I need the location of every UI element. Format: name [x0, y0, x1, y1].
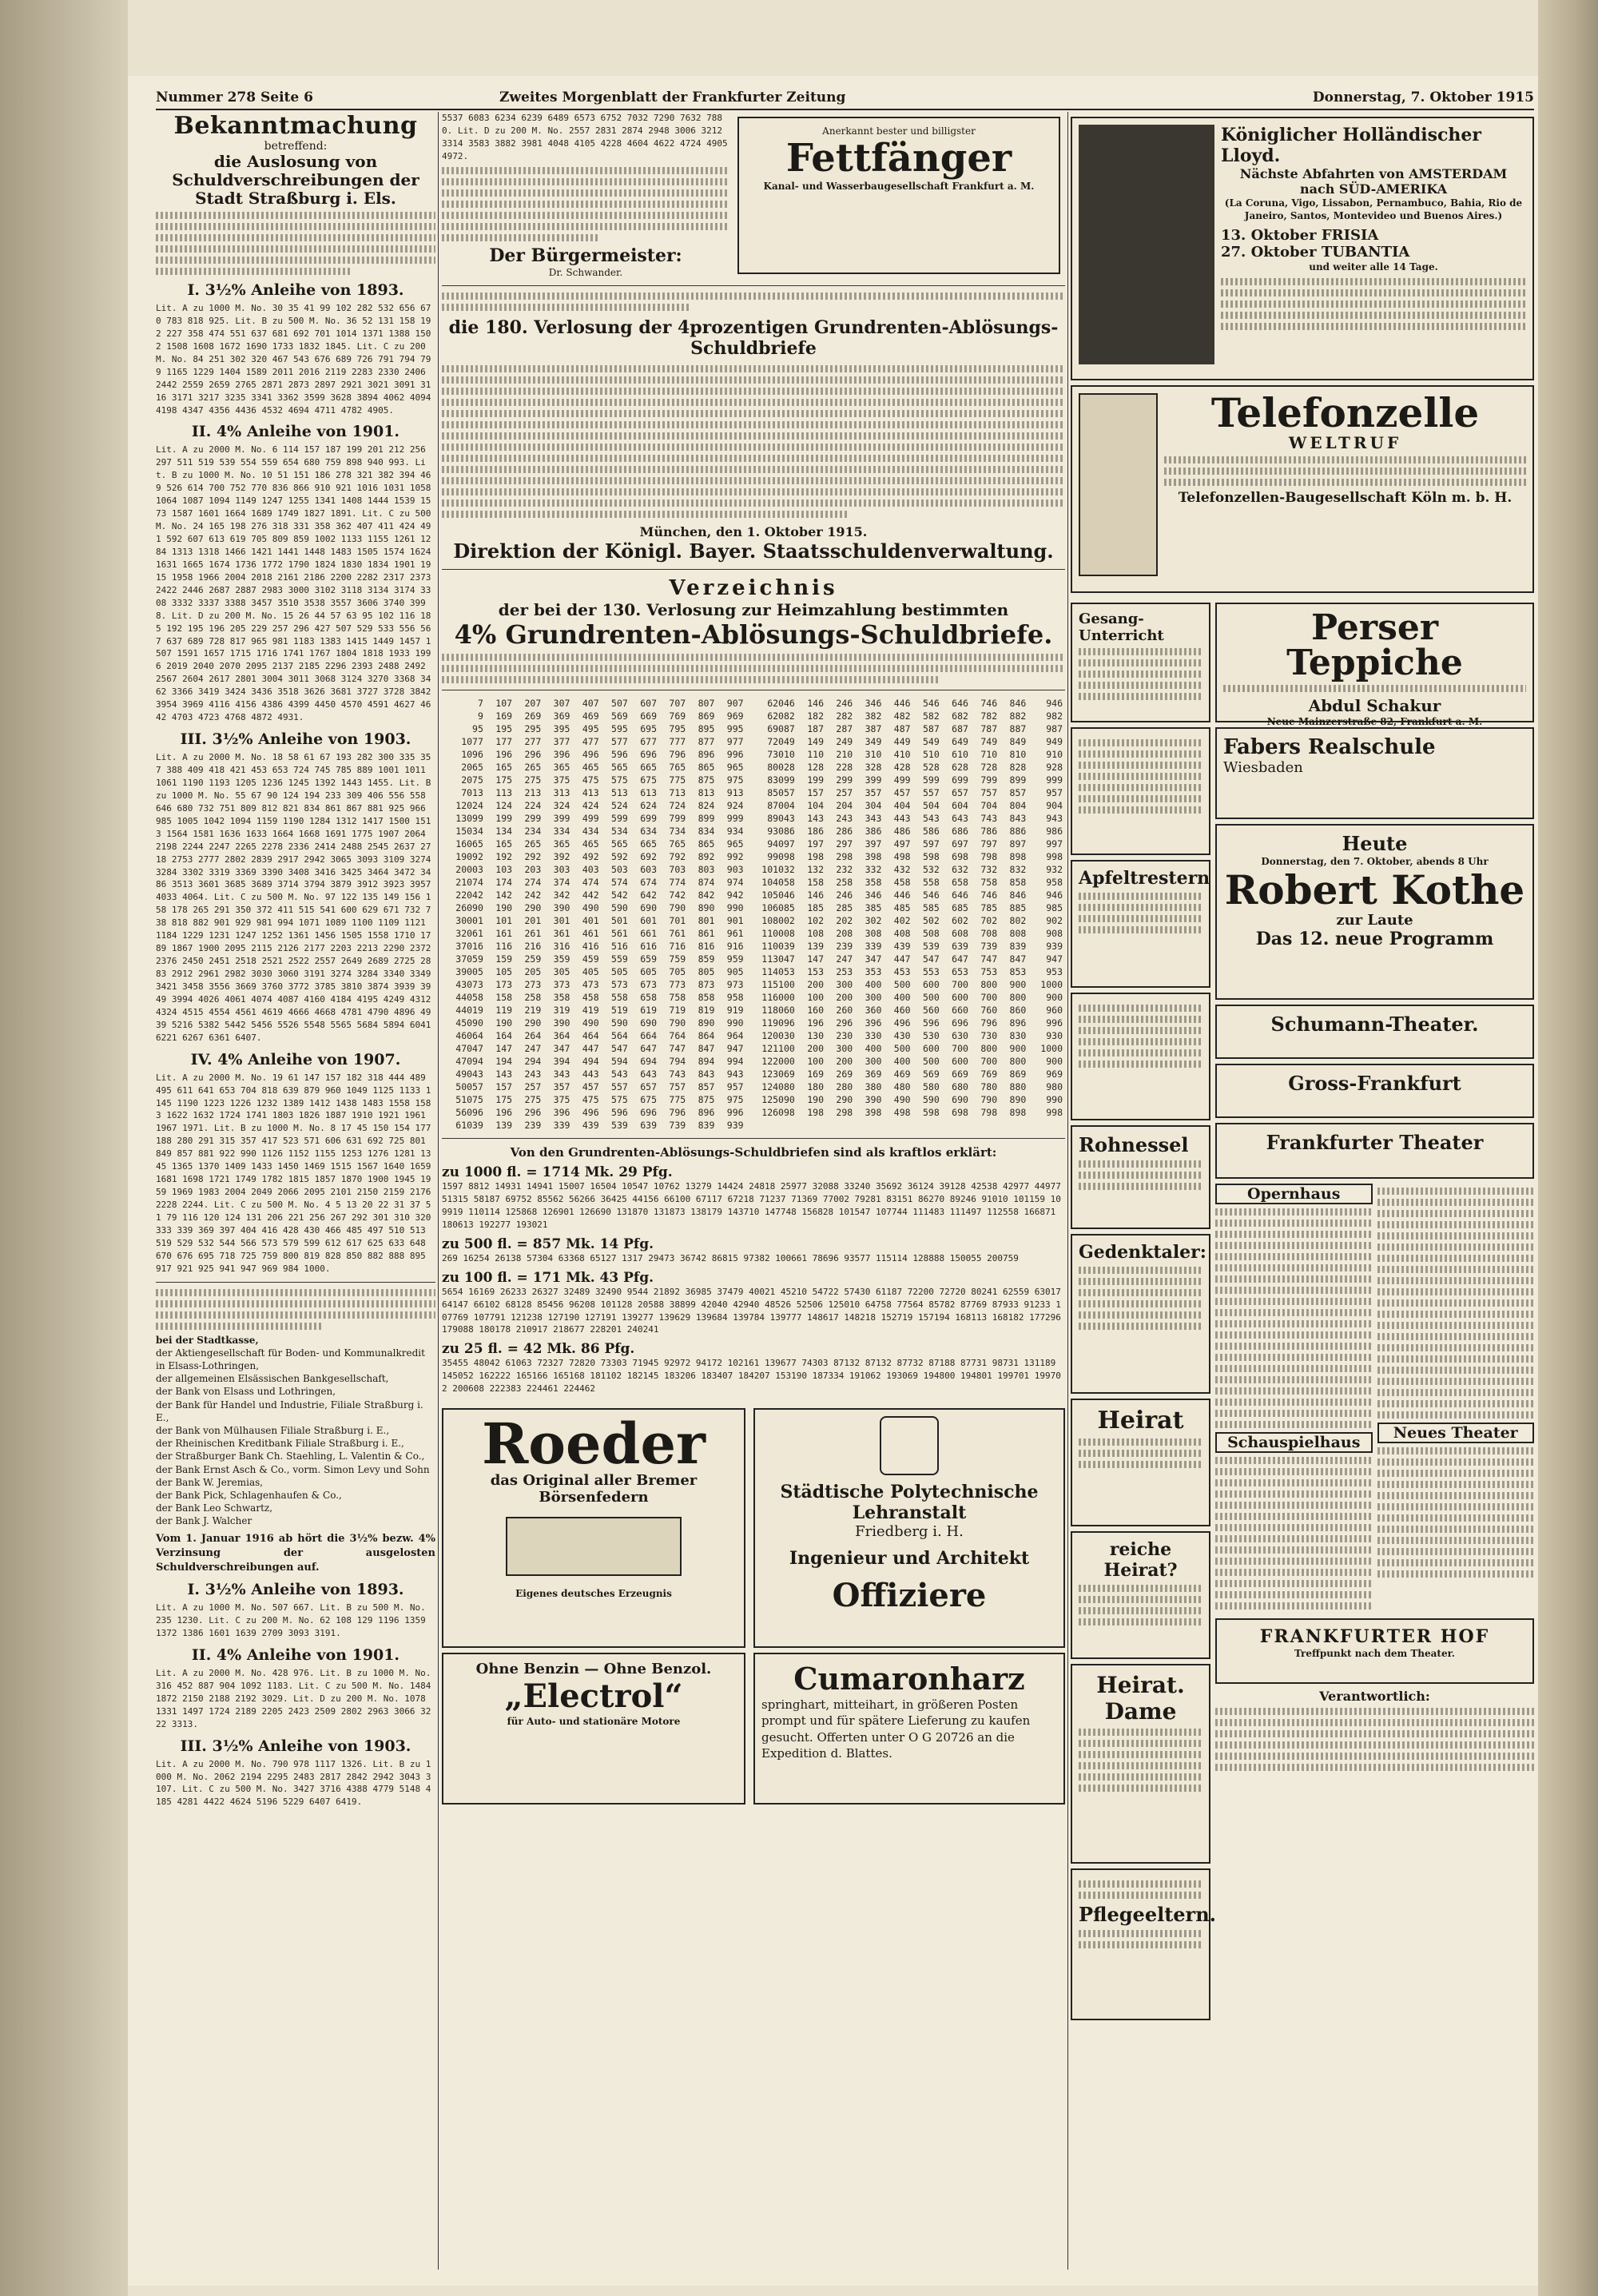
body-text-block — [442, 365, 1065, 518]
lloyd-note: und weiter alle 14 Tage. — [1309, 261, 1438, 273]
roeder-title: Roeder — [482, 1411, 706, 1478]
bottom-ad-row — [442, 1403, 1065, 1809]
fett-title: Fettfänger — [785, 136, 1012, 181]
kothe-heute: Heute — [1342, 832, 1408, 855]
wide-ads — [1215, 598, 1534, 2025]
number-list: Lit. A zu 2000 M. No. 428 976. Lit. B zu 1000 M. No. 316 452 887 904 1092 1183. Lit. C zu 500 M. No. 1484 1872 2150 2188 2192 3029. Lit. D zu 200 M. No. 1078 1331 1497 1724 2189 2205 2423 2509 2802 2963 3066 3222 3313. — [156, 1667, 436, 1729]
ad-fabers — [1215, 727, 1534, 819]
body-text-block — [156, 1289, 435, 1330]
strassburg-continuation — [442, 112, 733, 279]
theater-title: Frankfurter Theater — [1266, 1131, 1484, 1154]
schumann-title: Schumann-Theater. — [1270, 1013, 1479, 1036]
kothe-laute: zur Laute — [1336, 912, 1413, 929]
verzeichnis-title: Verzeichnis — [669, 575, 838, 600]
kothe-name: Robert Kothe — [1224, 866, 1525, 914]
cumaron-title: Cumaronharz — [793, 1661, 1025, 1697]
electrol-title: „Electrol“ — [504, 1677, 683, 1716]
body-text-block — [1221, 278, 1526, 330]
tier-heading: zu 1000 fl. = 1714 Mk. 29 Pfg. — [442, 1164, 673, 1180]
number-list: 269 16254 26138 57304 63368 65127 1317 29473 36742 86815 97382 100661 78696 93577 115114 128888 150055 200759 — [442, 1252, 1019, 1263]
ship-illustration — [1079, 125, 1214, 364]
lloyd-ship: 27. Oktober TUBANTIA — [1221, 244, 1410, 261]
section-heading-repeat: I. 3½% Anleihe von 1893. — [187, 1581, 404, 1599]
fett-subtitle: Anerkannt bester und billigster — [822, 125, 976, 137]
munich-date: München, den 1. Oktober 1915. — [639, 523, 868, 539]
top-row — [442, 112, 1065, 279]
column-rule — [1067, 112, 1068, 2270]
kothe-program: Das 12. neue Programm — [1255, 929, 1494, 950]
cumaron-text: springhart, mitteihart, in größeren Posten prompt und für spätere Lieferung zu kaufen gesucht. Offerten unter O G 20726 an die Expedition d. Blattes. — [761, 1697, 1031, 1761]
header-center: Zweites Morgenblatt der Frankfurter Zeitung — [499, 90, 846, 105]
ad-frankfurter-hof — [1215, 1618, 1534, 1684]
ad-rohmusselin — [1071, 993, 1210, 1120]
tier-heading: zu 100 fl. = 171 Mk. 43 Pfg. — [442, 1269, 654, 1286]
ad-rohnessel — [1071, 1125, 1210, 1229]
ad-reiche-heirat — [1071, 1531, 1210, 1659]
draw-title: die 180. Verlosung der 4prozentigen Grundrenten-Ablösungs-Schuldbriefe — [448, 316, 1059, 359]
section-heading: IV. 4% Anleihe von 1907. — [190, 1050, 401, 1068]
direktion: Direktion der Königl. Bayer. Staatsschuldenverwaltung. — [453, 539, 1054, 563]
number-list: Lit. A zu 2000 M. No. 790 978 1117 1326. Lit. B zu 1000 M. No. 2062 2194 2295 2483 2817 2842 2942 3043 3107. Lit. C zu 500 M. No. 3427 3716 4388 4779 5148 4185 4281 4422 4624 5196 5229 6407 6419. — [156, 1758, 431, 1808]
ad-pflegeeltern — [1071, 1868, 1217, 2020]
kothe-date: Donnerstag, den 7. Oktober, abends 8 Uhr — [1261, 856, 1489, 867]
gross-title: Gross-Frankfurt — [1288, 1072, 1461, 1095]
ad-grid — [1071, 598, 1534, 2025]
ad-lloyd — [1071, 117, 1534, 380]
theater-banner — [1215, 1123, 1534, 1179]
perser-address: Neue Mainzerstraße 82, Frankfurt a. M. — [1266, 716, 1483, 727]
ad-electrol — [442, 1653, 745, 1805]
electrol-head: Ohne Benzin — Ohne Benzol. — [475, 1661, 712, 1678]
perser-title: Perser Teppiche — [1286, 607, 1463, 683]
bank-item: der Bank W. Jeremias, — [156, 1476, 264, 1488]
perser-dealer: Abdul Schakur — [1308, 696, 1441, 715]
bank-item: der Bank Pick, Schlagenhaufen & Co., — [156, 1489, 342, 1501]
ad-telefonzelle — [1071, 385, 1534, 593]
electrol-sub: für Auto- und stationäre Motore — [507, 1716, 681, 1728]
number-list: Lit. A zu 2000 M. No. 19 61 147 157 182 318 444 489 495 611 641 653 704 818 639 879 960 1049 1125 1133 1145 1190 1223 1226 1232 1389 1412 1438 1483 1558 1583 1622 1632 1724 1741 1803 1826 1887 1910 1921 1961 1967 1971. Lit. B zu 1000 M. No. 8 17 45 150 154 177 188 280 291 315 357 417 523 571 606 631 692 725 801 849 857 881 922 990 1126 1152 1155 1253 1276 1281 1345 1365 1370 1409 1433 1450 1469 1515 1567 1640 1659 1681 1698 1721 1749 1782 1815 1857 1870 1900 1945 1959 1969 1983 2004 2049 2066 2095 2101 2150 2159 2176 2228 2244. Lit. C zu 500 M. No. 4 5 13 20 22 31 37 51 79 116 120 124 131 206 221 256 267 292 301 310 320 333 339 369 397 404 416 428 430 466 485 497 510 513 519 529 532 544 566 573 579 599 612 617 625 633 648 670 676 695 718 725 759 800 819 828 850 882 888 895 917 921 925 941 947 969 984 1000. — [156, 1072, 436, 1274]
ad-cumaronharz — [753, 1653, 1065, 1805]
ad-heirat — [1071, 1399, 1210, 1526]
pflegeeltern-title: Pflegeeltern. — [1079, 1903, 1217, 1926]
left-ads — [442, 1403, 745, 1809]
number-list: 5537 6083 6234 6239 6489 6573 6752 7032 7290 7632 7880. Lit. D zu 200 M. No. 2557 2831 2874 2948 3006 3212 3314 3583 3882 3981 4048 4105 4228 4604 4622 4724 4905 4972. — [442, 113, 733, 161]
neues-theater-title: Neues Theater — [1377, 1423, 1535, 1443]
fabers-title: Fabers Realschule — [1223, 735, 1436, 759]
gesang-title: Gesang-Unterricht — [1079, 611, 1164, 644]
dame-title: Dame — [1104, 1698, 1177, 1725]
header-left: Nummer 278 Seite 6 — [156, 90, 313, 105]
body-text-block — [442, 292, 1065, 311]
bank-item: der Rheinischen Kreditbank Filiale Straßburg i. E., — [156, 1438, 404, 1450]
ad-private — [1071, 727, 1210, 855]
crest-icon — [880, 1416, 939, 1475]
ad-fettfaenger — [737, 117, 1060, 274]
bank-item: der Bank Leo Schwartz, — [156, 1502, 273, 1514]
lloyd-sub: Nächste Abfahrten von AMSTERDAM nach SÜD-AMERIKA — [1239, 166, 1508, 197]
notice-subtitle: betreffend: — [264, 140, 328, 153]
body-text-block — [442, 167, 729, 241]
tele-title: Telefonzelle — [1210, 389, 1480, 436]
ad-gesang — [1071, 603, 1210, 722]
section-heading-repeat: III. 3½% Anleihe von 1903. — [180, 1737, 411, 1755]
poly-city: Friedberg i. H. — [855, 1523, 964, 1541]
poly-title: Städtische Polytechnische Lehranstalt — [780, 1482, 1039, 1524]
number-list: Lit. A zu 1000 M. No. 507 667. Lit. B zu 500 M. No. 235 1230. Lit. C zu 200 M. No. 62 108 129 1196 1359 1372 1386 1601 1639 2709 3093 3191. — [156, 1602, 431, 1638]
bank-item: der Bank J. Walcher — [156, 1515, 252, 1527]
mayor-signature: Der Bürgermeister: — [489, 245, 682, 266]
narrow-ads — [1071, 598, 1217, 2025]
apfel-title: Apfeltrestern — [1079, 868, 1210, 889]
scan-left-edge — [0, 0, 128, 2296]
bank-list — [156, 1347, 435, 1528]
tele-sub: WELTRUF — [1288, 433, 1402, 452]
pen-illustration — [506, 1517, 682, 1576]
hof-title: FRANKFURTER HOF — [1259, 1626, 1490, 1647]
redemption-table: 7 107 207 307 407 507 607 707 807 907 62046 146 246 346 446 546 646 746 846 946 9 169 269 369 469 569 669 769 869 969 62082 182 282 382 482 582 682 782 882 982 95 195 295 395 495 595 695 795 895 995 69087 187 287 387 487 587 687 787 887 987 1077 177 277 377 477 577 677 777 877 977 72049 149 249 349 449 549 649 749 849 949 1096 196 296 396 496 596 696 796 896 996 73010 110 210 310 410 510 610 710 810 910 2065 165 265 365 465 565 665 765 865 965 80028 128 228 328 428 528 628 728 828 928 2075 175 275 375 475 575 675 775 875 975 83099 199 299 399 499 599 699 799 899 999 7013 113 213 313 413 513 613 713 813 913 85057 157 257 357 457 557 657 757 857 957 12024 124 224 324 424 524 624 724 824 924 87004 104 204 304 404 504 604 704 804 904 13099 199 299 399 499 599 699 799 899 999 89043 143 243 343 443 543 643 743 843 943 15034 134 234 334 434 534 634 734 834 934 93086 186 286 386 486 586 686 786 886 986 16065 165 265 365 465 565 665 765 865 965 94097 197 297 397 497 597 697 797 897 997 19092 192 292 392 492 592 692 792 892 992 99098 198 298 398 498 598 698 798 898 998 20003 103 203 303 403 503 603 703 803 903 101032 132 232 332 432 532 632 732 832 932 21074 174 274 374 474 574 674 774 874 974 104058 158 258 358 458 558 658 758 858 958 22042 142 242 342 442 542 642 742 842 942 105046 146 246 346 446 546 646 746 846 946 26090 190 290 390 490 590 690 790 890 990 106085 185 285 385 485 585 685 785 885 985 30001 101 201 301 401 501 601 701 801 901 108002 102 202 302 402 502 602 702 802 902 32061 161 261 361 461 561 661 761 861 961 110008 108 208 308 408 508 608 708 808 908 37016 116 216 316 416 516 616 716 816 916 110039 139 239 339 439 539 639 739 839 939 37059 159 259 359 459 559 659 759 859 959 113047 147 247 347 447 547 647 747 847 947 39005 105 205 305 405 505 605 705 805 905 114053 153 253 353 453 553 653 753 853 953 43073 173 273 373 473 573 673 773 873 973 115100 200 300 400 500 600 700 800 900 1000 44058 158 258 358 458 558 658 758 858 958 116000 100 200 300 400 500 600 700 800 900 44019 119 219 319 419 519 619 719 819 919 118060 160 260 360 460 560 660 760 860 960 45090 190 290 390 490 590 690 790 890 990 119096 196 296 396 496 596 696 796 896 996 46064 164 264 364 464 564 664 764 864 964 120030 130 230 330 430 530 630 730 830 930 47047 147 247 347 447 547 647 747 847 947 121100 200 300 400 500 600 700 800 900 1000 47094 194 294 394 494 594 694 794 894 994 122000 100 200 300 400 500 600 700 800 900 49043 143 243 343 443 543 643 743 843 943 123069 169 269 369 469 569 669 769 869 969 50057 157 257 357 457 557 657 757 857 957 124080 180 280 380 480 580 680 780 880 980 51075 175 275 375 475 575 675 775 875 975 125090 190 290 390 490 590 690 790 890 990 56096 196 296 396 496 596 696 796 896 996 126098 198 298 398 498 598 698 798 898 998 61039 139 239 339 439 539 639 739 839 939 — [455, 697, 1063, 1131]
body-text-block — [1164, 456, 1526, 486]
ad-schumann — [1215, 1005, 1534, 1059]
opernhaus-title: Opernhaus — [1215, 1184, 1373, 1204]
reiche-heirat-title: reiche Heirat? — [1103, 1539, 1178, 1581]
notice-title: Bekanntmachung — [173, 112, 418, 140]
lloyd-title: Königlicher Holländischer Lloyd. — [1221, 125, 1481, 166]
fabers-city: Wiesbaden — [1223, 759, 1303, 776]
poly-big: Offiziere — [832, 1577, 987, 1615]
tele-company: Telefonzellen-Baugesellschaft Köln m. b. H. — [1178, 490, 1513, 506]
tier-heading: zu 500 fl. = 857 Mk. 14 Pfg. — [442, 1236, 654, 1252]
banks-heading: bei der Stadtkasse, — [156, 1334, 259, 1346]
body-text-block — [156, 212, 435, 275]
ad-heirat2 — [1071, 1664, 1210, 1864]
number-list: Lit. A zu 2000 M. No. 6 114 157 187 199 201 212 256 297 511 519 539 554 559 654 680 759 898 940 993. Lit. B zu 1000 M. No. 10 51 151 186 278 321 382 394 469 526 614 700 752 770 836 866 910 921 1016 1031 1058 1064 1087 1094 1149 1247 1255 1341 1408 1444 1539 1573 1587 1601 1664 1689 1749 1827 1891. Lit. C zu 500 M. No. 24 165 198 276 318 331 358 362 407 411 424 491 592 607 613 619 705 809 859 1002 1133 1155 1261 1284 1313 1318 1466 1421 1441 1448 1483 1505 1574 1624 1631 1665 1674 1736 1772 1790 1824 1830 1834 1901 1915 1958 1966 2004 2018 2161 2186 2200 2282 2317 2373 2422 2446 2687 2887 2983 3000 3102 3118 3134 3174 3308 3332 3337 3388 3457 3510 3538 3557 3606 3740 3998. Lit. D zu 200 M. No. 15 26 44 57 63 95 102 116 185 192 195 196 205 229 257 296 427 507 529 533 556 567 637 689 728 817 965 981 1183 1383 1415 1449 1457 1507 1591 1657 1715 1716 1741 1767 1804 1818 1933 1996 2019 2040 2070 2095 2137 2185 2296 2393 2488 2492 2567 2604 2617 2801 3004 3011 3068 3124 3270 3368 3462 3366 3419 3424 3436 3518 3626 3681 3727 3728 3842 3954 3969 4116 4156 4386 4399 4450 4570 4591 4627 4642 4703 4723 4768 4872 4931. — [156, 444, 436, 723]
bank-item: der Bank für Handel und Industrie, Filiale Straßburg i. E., — [156, 1399, 423, 1423]
heirat-title: Heirat — [1097, 1407, 1184, 1435]
ad-kothe — [1215, 824, 1534, 1000]
section-heading: II. 4% Anleihe von 1901. — [191, 423, 400, 441]
gedenktaler-title: Gedenktaler: — [1079, 1242, 1206, 1263]
roeder-subtitle: das Original aller Bremer Börsenfedern — [490, 1472, 698, 1506]
rohnessel-title: Rohnessel — [1079, 1133, 1189, 1156]
header-right: Donnerstag, 7. Oktober 1915 — [1312, 90, 1534, 105]
expired-heading: Von den Grundrenten-Ablösungs-Schuldbriefen sind als kraftlos erklärt: — [510, 1144, 997, 1160]
bank-item: der Bank Ernst Asch & Co., vorm. Simon Levy und Sohn — [156, 1463, 430, 1475]
hof-sub: Treffpunkt nach dem Theater. — [1294, 1648, 1455, 1659]
ad-apfeltrestern — [1071, 860, 1210, 988]
ad-roeder — [442, 1408, 745, 1648]
bank-item: der Bank von Elsass und Lothringen, — [156, 1386, 336, 1398]
page-header — [156, 88, 1534, 110]
bank-item: der Straßburger Bank Ch. Staehling, L. Valentin & Co., — [156, 1450, 425, 1462]
notice-heading: die Auslosung von Schuldverschreibungen der Stadt Straßburg i. Els. — [172, 152, 419, 208]
ad-perser — [1215, 603, 1534, 727]
column-rule — [438, 112, 439, 2270]
section-heading: III. 3½% Anleihe von 1903. — [180, 730, 411, 749]
number-list: Lit. A zu 2000 M. No. 18 58 61 67 193 282 300 335 357 388 409 418 421 453 653 724 745 785 889 1001 1011 1061 1190 1193 1205 1236 1245 1392 1443 1455. Lit. B zu 1000 M. No. 55 67 90 124 194 233 309 406 556 558 646 680 732 751 809 812 821 834 861 867 881 925 966 985 1005 1042 1094 1159 1190 1284 1312 1417 1500 1513 1564 1581 1636 1633 1664 1668 1691 1775 1907 2064 2198 2244 2247 2265 2278 2336 2414 2488 2545 2637 2718 2753 2777 2802 2839 2917 2942 3065 3093 3109 3274 3284 3302 3319 3369 3390 3408 3416 3425 3464 3472 3486 3513 3601 3685 3689 3714 3794 3879 3912 3923 3957 4033 4064. Lit. C zu 500 M. No. 97 122 135 149 156 158 178 265 291 350 372 411 515 541 600 629 671 732 738 818 882 901 929 981 994 1071 1089 1100 1109 1121 1184 1229 1231 1247 1252 1361 1456 1505 1558 1710 1789 1867 1900 2095 2115 2126 2177 2203 2213 2290 2372 2376 2450 2451 2518 2521 2522 2557 2649 2689 2725 2883 2912 2961 2982 3030 3060 3191 3274 3284 3340 3349 3421 3458 3556 3669 3760 3772 3785 3810 3874 3939 3949 3994 4026 4061 4074 4087 4160 4184 4195 4249 4312 4324 4515 4554 4561 4619 4666 4668 4781 4790 4896 4939 5216 5382 5442 5456 5526 5548 5565 5684 5894 6041 6221 6267 6361 6407. — [156, 752, 436, 1043]
number-list: 5654 16169 26233 26327 32489 32490 9544 21892 36985 37479 40021 45210 54722 57430 61187 72200 72720 80241 62559 63017 64147 66102 68128 85456 96208 101128 20588 38899 42040 42940 48526 52506 125010 64758 77564 85782 87769 87933 91233 107769 107791 121238 127190 127191 139277 139629 139684 139784 139777 148617 148218 152719 157194 168113 168182 177296 179088 180178 210917 218677 228201 240241 — [442, 1286, 1067, 1335]
theater-column — [1377, 1184, 1535, 1614]
section-heading: I. 3½% Anleihe von 1893. — [187, 281, 404, 299]
column-strassburg-notice — [156, 112, 435, 2270]
ad-gedenktaler — [1071, 1234, 1210, 1394]
number-list: Lit. A zu 1000 M. No. 30 35 41 99 102 282 532 656 670 783 818 925. Lit. B zu 500 M. No. 36 52 131 158 192 227 358 474 551 637 681 692 701 1014 1371 1388 1502 1508 1608 1672 1690 1733 1832 1845. Lit. C zu 200 M. No. 84 251 302 320 467 543 676 689 726 791 794 799 1165 1229 1404 1589 2011 2016 2119 2283 2330 2406 2442 2559 2659 2765 2871 2873 2897 2921 3021 3091 3116 3171 3217 3235 3341 3362 3599 3628 3894 4062 4094 4198 4347 4356 4436 4532 4694 4711 4782 4905. — [156, 303, 436, 416]
theater-listing — [1215, 1184, 1534, 1614]
right-ads — [753, 1403, 1065, 1809]
column-ads — [1071, 112, 1534, 2270]
tier-heading: zu 25 fl. = 42 Mk. 86 Pfg. — [442, 1341, 635, 1358]
bank-item: der allgemeinen Elsässischen Bankgesellschaft, — [156, 1373, 389, 1385]
interest-notice: Vom 1. Januar 1916 ab hört die 3½% bezw. 4% Verzinsung der ausgelosten Schuldverschreibungen auf. — [156, 1533, 435, 1574]
verzeichnis-big: 4% Grundrenten-Ablösungs-Schuldbriefe. — [454, 619, 1053, 650]
body-text-block — [442, 654, 1065, 683]
lloyd-ship: 13. Oktober FRISIA — [1221, 227, 1379, 245]
bank-item: der Aktiengesellschaft für Boden- und Kommunalkredit in Elsass-Lothringen, — [156, 1347, 425, 1371]
column-middle — [442, 112, 1065, 2270]
mayor-name: Dr. Schwander. — [548, 266, 623, 278]
fett-maker: Kanal- und Wasserbaugesellschaft Frankfurt a. M. — [763, 180, 1035, 192]
verzeichnis-subtitle: der bei der 130. Verlosung zur Heimzahlung bestimmten — [498, 599, 1009, 619]
schauspielhaus-title: Schauspielhaus — [1215, 1432, 1373, 1453]
bank-item: der Bank von Mülhausen Filiale Straßburg i. E., — [156, 1424, 390, 1436]
verantwortlich-title: Verantwortlich: — [1319, 1689, 1430, 1704]
booth-illustration — [1079, 393, 1158, 576]
number-list: 35455 48042 61063 72327 72820 73303 71945 92972 94172 102161 139677 74303 87132 87132 87732 87188 87731 98731 131189 145052 162222 165166 165168 181102 182145 183206 183407 184207 153190 187334 191062 193069 194800 194801 199701 199702 200608 222383 224461 224462 — [442, 1358, 1061, 1395]
number-list: 1597 8812 14931 14941 15007 16504 10547 10762 13279 14424 24818 25977 32088 33240 35692 36124 39128 42538 42977 44977 51315 58187 69752 85562 56266 36425 44156 66100 67117 67218 71237 71369 77002 79281 83151 86270 89246 91010 101159 109919 110114 125868 126901 126690 131870 131873 138179 143710 147748 156828 101547 107744 111483 111497 112558 166871 180613 192277 193021 — [442, 1180, 1067, 1230]
opera-column — [1215, 1184, 1373, 1614]
lloyd-ports: (La Coruna, Vigo, Lissabon, Pernambuco, Bahia, Rio de Janeiro, Santos, Montevideo und Buenos Aires.) — [1224, 197, 1523, 222]
heirat2-title: Heirat. — [1096, 1672, 1185, 1698]
ad-gross-frankfurt — [1215, 1064, 1534, 1118]
binding-gutter — [1538, 0, 1598, 2296]
section-heading-repeat: II. 4% Anleihe von 1901. — [191, 1645, 400, 1664]
roeder-note: Eigenes deutsches Erzeugnis — [515, 1588, 672, 1600]
poly-sub: Ingenieur und Architekt — [789, 1548, 1030, 1570]
ad-polytechnic — [753, 1408, 1065, 1648]
